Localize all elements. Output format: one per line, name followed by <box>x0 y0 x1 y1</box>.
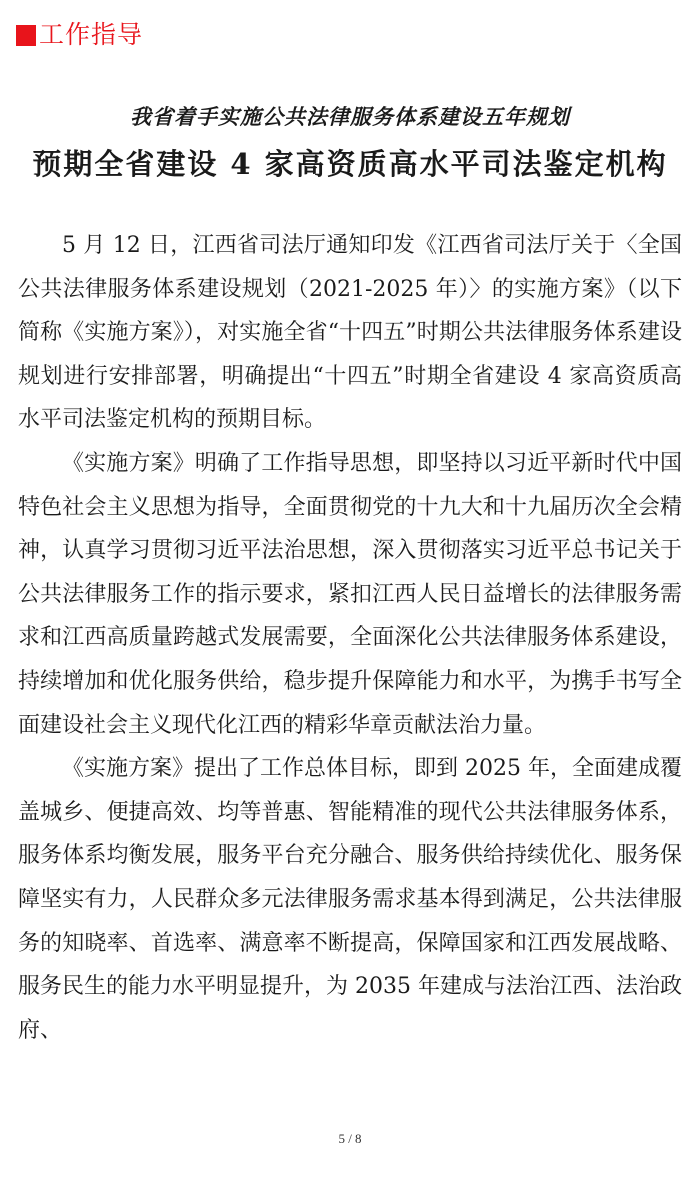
page-number: 5 / 8 <box>338 1131 362 1146</box>
section-label: 工作指导 <box>39 20 144 49</box>
article-subtitle: 我省着手实施公共法律服务体系建设五年规划 <box>130 104 570 129</box>
section-header <box>16 18 143 52</box>
paragraph-3: 《实施方案》提出了工作总体目标，即到 2025 年，全面建成覆盖城乡、便捷高效、均等普惠、智能精准的现代公共法律服务体系，服务体系均衡发展，服务平台充分融合、服务供给持续优化、服务保障坚实有力，人民群众多元法律服务需求基本得到满足，公共法律服务的知晓率、首选率、满意率不断提高，保障国家和江西发展战略、服务民生的能力水平明显提升，为 2035 年建成与法治江西、法治政府、 <box>18 756 682 1043</box>
paragraph-1: 5 月 12 日，江西省司法厅通知印发《江西省司法厅关于〈全国公共法律服务体系建设规划（2021-2025 年）〉的实施方案》（以下简称《实施方案》），对实施全省“十四五”时期公共法律服务体系建设规划进行安排部署，明确提出“十四五”时期全省建设 4 家高资质高水平司法鉴定机构的预期目标。 <box>18 233 682 433</box>
paragraph-2: 《实施方案》明确了工作指导思想，即坚持以习近平新时代中国特色社会主义思想为指导，全面贯彻党的十九大和十九届历次全会精神，认真学习贯彻习近平法治思想，深入贯彻落实习近平总书记关于公共法律服务工作的指示要求，紧扣江西人民日益增长的法律服务需求和江西高质量跨越式发展需要，全面深化公共法律服务体系建设，持续增加和优化服务供给，稳步提升保障能力和水平，为携手书写全面建设社会主义现代化江西的精彩华章贡献法治力量。 <box>18 450 682 738</box>
red-square-marker-icon <box>16 25 36 46</box>
article-body <box>18 224 682 1052</box>
article-title: 预期全省建设 4 家高资质高水平司法鉴定机构 <box>32 147 668 181</box>
